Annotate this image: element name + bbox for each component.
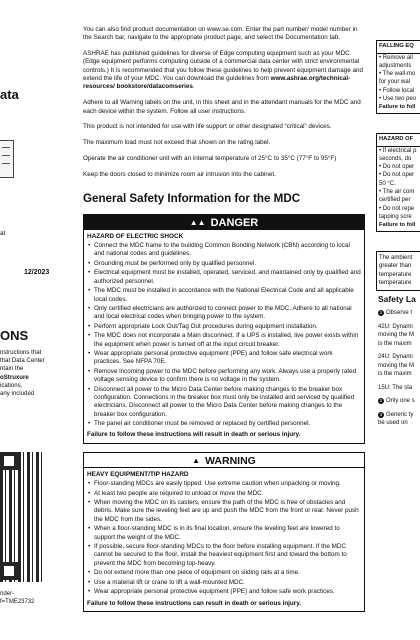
fragment-line: 50 °C. xyxy=(379,180,396,187)
list-item: • Do not extend more than one piece of equipment on sliding rails at a time. xyxy=(87,569,361,577)
qr-code[interactable] xyxy=(0,452,44,582)
falling-equipment-box xyxy=(376,40,420,114)
list-item: • Disconnect all power to the Micro Data Center before making changes to the breaker box configuration. Connections in the breaker box must only be installed and serviced by qualified electricians. Disconnect all power to the Micro Data Center before making changes to the breaker box configuration. xyxy=(87,386,361,419)
list-item: • Wear appropriate personal protective equipment (PPE) and follow safe work practices. xyxy=(87,588,361,596)
document-date: 12/2023 xyxy=(24,269,50,276)
fragment-line: greater than xyxy=(379,263,412,270)
falling-equipment-title: FALLING EQ xyxy=(377,41,420,54)
fragment-line: is the maxim xyxy=(378,340,412,347)
fragment-text: Only one s xyxy=(386,398,415,405)
ashrae-text: ASHRAE has published guidelines for diverse of Edge computing equipment such as your MDC. (Edge equipment performs computing outside of a commercial data center with strict environmental controls.) It is recommended that you follow these guidelines to help prevent equipment damage and extend the life of your MDC. You can download the guidelines from xyxy=(83,50,364,83)
fragment-line: • The air com xyxy=(379,188,415,195)
fragment-line: seconds, do xyxy=(379,155,412,162)
fragment-text: Generic ty xyxy=(386,411,414,418)
step-number-icon: 3 xyxy=(379,411,383,417)
fragment-line: • Remove all xyxy=(379,54,413,61)
fragment-line xyxy=(378,411,415,420)
left-line: that Data Center xyxy=(0,357,45,365)
cabinet-illustration xyxy=(0,140,14,178)
danger-failure-note: Failure to follow these instructions will result in death or serious injury. xyxy=(87,431,301,439)
fragment-line xyxy=(378,309,415,318)
doors-paragraph: Keep the doors closed to minimize room air intrusion into the cabinet. xyxy=(83,171,276,179)
fragment-line: • The wall-mo xyxy=(379,71,416,78)
fragment-text: Observe t xyxy=(386,310,413,316)
list-item: • When a floor-standing MDC is in its final location, ensure the leveling feet are lowered to support the weight of the MDC. xyxy=(87,525,361,542)
temperature-paragraph: Operate the air conditioner unit with an internal temperature of 25°C to 35°C (77°F to 95°F) xyxy=(83,155,337,163)
list-item: • If possible, secure floor-standing MDCs to the floor before installing equipment. If the MDC cannot be secured to the floor, install the heaviest equipment first and toward the bottom to prevent the MDC from becoming top-heavy. xyxy=(87,543,361,568)
ashrae-link[interactable]: www.ashrae.org/technical-resources/ bookstore/datacomseries xyxy=(83,75,351,91)
fragment-line: • Do not oper xyxy=(379,172,415,179)
left-footer-line: rider- xyxy=(0,591,15,597)
left-body-fragment xyxy=(0,349,45,398)
left-text-fragment: at xyxy=(0,230,6,237)
fragment-line: is the maxim xyxy=(378,371,412,378)
life-support-paragraph: This product is not intended for use with life support or other designated “critical” devices. xyxy=(83,123,332,131)
ashrae-text-end: . xyxy=(192,83,195,91)
fragment-line xyxy=(378,397,415,406)
fragment-failure-note: Failure to foll xyxy=(379,104,416,111)
fragment-line: temperature xyxy=(379,271,412,278)
danger-label: DANGER xyxy=(210,216,259,229)
safety-labels-heading: Safety La xyxy=(378,294,416,304)
fragment-line: The ambient xyxy=(379,255,413,261)
fragment-line: moving the M xyxy=(378,332,415,339)
list-item: • The panel air conditioner must be removed or replaced by certified personnel. xyxy=(87,420,361,428)
ashrae-paragraph xyxy=(83,50,365,91)
fragment-line: tapping scre xyxy=(379,213,412,220)
hazard-title: HAZARD OF xyxy=(377,134,420,147)
step-number-icon: 2 xyxy=(379,398,383,404)
list-item: • Wear appropriate personal protective equipment (PPE) and follow safe electrical work practices. See NFPA 70E. xyxy=(87,350,361,367)
fragment-line: • Follow local xyxy=(379,87,415,94)
fragment-line: • Use two peo xyxy=(379,95,417,102)
list-item: • Connect the MDC frame to the building Common Bonding Network (CBN) according to local and national codes and guidelines. xyxy=(87,242,361,259)
fragment-line: adjustments xyxy=(379,62,412,69)
fragment-line: • If electrical p xyxy=(379,147,417,154)
danger-banner xyxy=(84,215,364,230)
fragment-line: moving the M xyxy=(378,362,415,369)
left-line: nstructions that xyxy=(0,349,42,356)
main-column xyxy=(83,26,365,620)
warning-triangle-icon: ▲▲ xyxy=(189,217,206,227)
fragment-line: certified per xyxy=(379,197,411,204)
warning-box xyxy=(83,452,365,612)
danger-list xyxy=(84,242,364,428)
hazard-box xyxy=(376,133,420,232)
left-heading-fragment: ONS xyxy=(0,328,29,343)
warning-failure-note: Failure to follow these instructions can result in death or serious injury. xyxy=(87,599,302,607)
safety-labels-body xyxy=(378,309,415,428)
fragment-line: • Do not repe xyxy=(379,205,415,212)
left-line: ications, xyxy=(0,381,23,389)
fragment-line: • Do not oper xyxy=(379,164,415,171)
ambient-note-box xyxy=(376,251,420,291)
left-title-fragment: ata xyxy=(0,87,19,102)
list-item: • Perform appropriate Lock Out/Tag Out procedures during equipment installation. xyxy=(87,323,361,331)
list-item: • The MDC must be installed in accordance with the National Electrical Code and all applicable local codes. xyxy=(87,287,361,304)
left-footer-line: f=TME23732 xyxy=(0,599,35,606)
left-line: oStruxure xyxy=(0,373,29,381)
warning-labels-paragraph: Adhere to all Warning labels on the unit, in this sheet and in the attendant manuals for the MDC and each device within the system. Follow all user instructions. xyxy=(83,99,361,115)
fragment-line: for your wal xyxy=(379,79,411,86)
step-number-icon: 1 xyxy=(379,310,383,315)
fragment-failure-note: Failure to foll xyxy=(379,222,416,229)
left-line: ntain the xyxy=(0,365,24,373)
list-item: • Use a material lift or crane to lift a wall-mounted MDC. xyxy=(87,579,361,587)
list-item: • Floor-standing MDCs are easily tipped. Use extreme caution when unpacking or moving. xyxy=(87,480,361,488)
right-column-fragment xyxy=(376,0,420,640)
list-item: • At least two people are required to unload or move the MDC. xyxy=(87,490,361,498)
section-heading: General Safety Information for the MDC xyxy=(83,192,301,206)
warning-hazard-title: HEAVY EQUIPMENT/TIP HAZARD xyxy=(87,470,189,478)
danger-hazard-title: HAZARD OF ELECTRIC SHOCK xyxy=(87,232,184,240)
list-item: • Electrical equipment must be installed, operated, serviced, and maintained only by qualified and authorized personnel. xyxy=(87,269,361,286)
fragment-line: temperature xyxy=(379,280,412,287)
warning-triangle-icon: ▲ xyxy=(192,455,201,465)
left-page-fragment xyxy=(0,0,68,640)
list-item: • Grounding must be performed only by qualified personnel. xyxy=(87,260,361,268)
fragment-line: 42U: Dynami xyxy=(378,323,413,330)
list-item: • Remove incoming power to the MDC before performing any work. Always use a properly rated voltage sensing device to confirm there is no voltage in the system. xyxy=(87,368,361,385)
danger-box xyxy=(83,214,365,444)
intro-paragraph: You can also find product documentation on www.se.com. Enter the part number/ model number in the Search bar, navigate to the appropriate product page, and select the Documentation tab. xyxy=(83,26,358,42)
fragment-line: be used on xyxy=(378,420,408,427)
left-line: any included xyxy=(0,390,35,398)
warning-banner xyxy=(84,453,364,468)
left-footer-fragment xyxy=(0,590,35,606)
list-item: • When moving the MDC on its casters, ensure the path of the MDC is free of obstacles and debris. Make sure the leveling feet are up and push the MDC from the front or rear. Never push the MDC from the sides. xyxy=(87,499,361,524)
fragment-line: 24U: Dynami xyxy=(378,354,413,361)
max-load-paragraph: The maximum load must not exceed that shown on the rating label. xyxy=(83,139,271,147)
warning-list xyxy=(84,480,364,596)
list-item: • The MDC does not incorporate a Main disconnect. If a UPS is installed, live power exists within the equipment when power is turned off at the input circuit breaker. xyxy=(87,332,361,349)
list-item: • Only certified electricians are authorized to connect power to the MDC. Adhere to all national and local electrical codes when bringing power to the system. xyxy=(87,305,361,322)
warning-label: WARNING xyxy=(205,454,256,467)
fragment-line: 15U: The sta xyxy=(378,384,413,391)
